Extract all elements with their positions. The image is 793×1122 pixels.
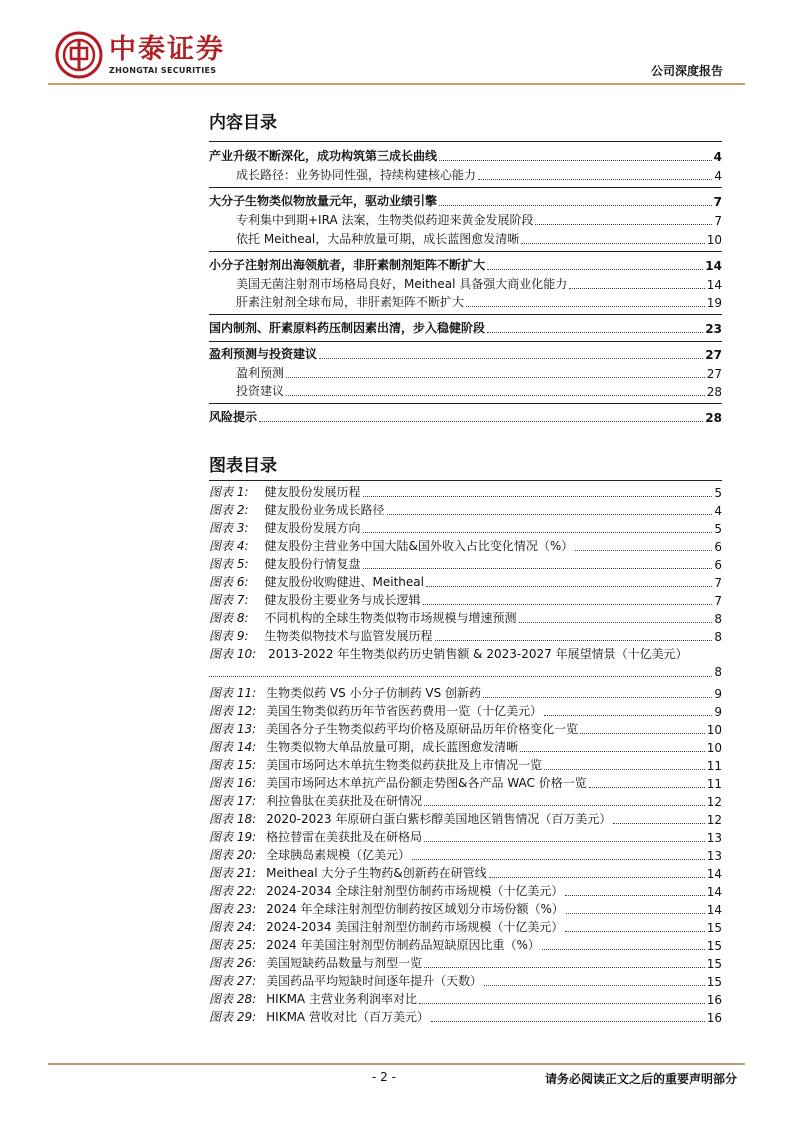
- figure-entry[interactable]: 图表 9: 生物类似物技术与监管发展历程 8: [209, 629, 722, 644]
- page-number: - 2 -: [372, 1070, 396, 1084]
- company-logo: [55, 30, 255, 80]
- figure-entry[interactable]: 图表 11: 生物类似药 VS 小分子仿制药 VS 创新药 9: [209, 686, 722, 701]
- logo-english-name: ZHONGTAI SECURITIES: [109, 65, 217, 75]
- figure-entry[interactable]: 图表 26: 美国短缺药品数量与剂型一览 15: [209, 956, 722, 971]
- toc-entry[interactable]: 产业升级不断深化，成功构筑第三成长曲线 4: [209, 149, 722, 164]
- toc-subentry[interactable]: 专利集中到期+IRA 法案，生物类似药迎来黄金发展阶段 7: [236, 213, 722, 228]
- figure-entry[interactable]: 图表 24: 2024-2034 美国注射剂型仿制药市场规模（十亿美元） 15: [209, 920, 722, 935]
- figure-entry[interactable]: 图表 19: 格拉替雷在美获批及在研格局 13: [209, 830, 722, 845]
- contents-title: 内容目录: [209, 113, 277, 133]
- zhongtai-logo-icon: [55, 31, 103, 79]
- figure-entry[interactable]: 图表 7: 健友股份主要业务与成长逻辑 7: [209, 593, 722, 608]
- toc-group-rule: [209, 251, 722, 252]
- figure-entry[interactable]: 图表 29: HIKMA 营收对比（百万美元） 16: [209, 1010, 722, 1025]
- figure-entry[interactable]: 图表 20: 全球胰岛素规模（亿美元） 13: [209, 848, 722, 863]
- footer-divider: [48, 1063, 745, 1065]
- figure-entry[interactable]: 图表 23: 2024 年全球注射剂型仿制药按区域划分市场份额（%） 14: [209, 902, 722, 917]
- figure-entry[interactable]: 图表 6: 健友股份收购健进、Meitheal 7: [209, 575, 722, 590]
- toc-entry[interactable]: 小分子注射剂出海领航者，非肝素制剂矩阵不断扩大 14: [209, 258, 722, 273]
- toc-subentry[interactable]: 依托 Meitheal，大品种放量可期，成长蓝图愈发清晰 10: [236, 232, 722, 247]
- toc-subentry[interactable]: 盈利预测 27: [236, 366, 722, 381]
- toc-entry[interactable]: 国内制剂、肝素原料药压制因素出清，步入稳健阶段 23: [209, 321, 722, 336]
- figure-entry[interactable]: 图表 15: 美国市场阿达木单抗生物类似药获批及上市情况一览 11: [209, 758, 722, 773]
- toc-subentry[interactable]: 肝素注射剂全球布局，非肝素矩阵不断扩大 19: [236, 295, 722, 310]
- figures-title-rule: [209, 480, 722, 481]
- toc-subentry[interactable]: 成长路径：业务协同性强，持续构建核心能力 4: [236, 168, 722, 183]
- figure-entry[interactable]: 图表 16: 美国市场阿达木单抗产品份额走势图&各产品 WAC 价格一览 11: [209, 776, 722, 791]
- figures-title: 图表目录: [209, 456, 277, 476]
- toc-entry[interactable]: 风险提示 28: [209, 410, 722, 425]
- figure-entry[interactable]: 图表 28: HIKMA 主营业务利润率对比 16: [209, 992, 722, 1007]
- figure-entry[interactable]: 图表 2: 健友股份业务成长路径 4: [209, 503, 722, 518]
- figure-entry[interactable]: 图表 22: 2024-2034 全球注射剂型仿制药市场规模（十亿美元） 14: [209, 884, 722, 899]
- toc-subentry[interactable]: 美国无菌注射剂市场格局良好，Meitheal 具备强大商业化能力 14: [236, 277, 722, 292]
- figure-entry[interactable]: 图表 1: 健友股份发展历程 5: [209, 485, 722, 500]
- figure-entry[interactable]: 图表 21: Meitheal 大分子生物药&创新药在研管线 14: [209, 866, 722, 881]
- disclaimer-note: 请务必阅读正文之后的重要声明部分: [544, 1072, 737, 1086]
- logo-chinese-name: 中泰证券: [109, 33, 225, 65]
- figure-entry[interactable]: 图表 18: 2020-2023 年原研白蛋白紫杉醇美国地区销售情况（百万美元） 12: [209, 812, 722, 827]
- figure-entry[interactable]: 图表 10: 2013-2022 年生物类似药历史销售额 & 2023-2027 年展望情景（十亿美元） 8: [209, 647, 722, 679]
- contents-title-rule: [209, 141, 722, 142]
- figure-entry[interactable]: 图表 17: 利拉鲁肽在美获批及在研情况 12: [209, 794, 722, 809]
- figure-entry[interactable]: 图表 8: 不同机构的全球生物类似物市场规模与增速预测 8: [209, 611, 722, 626]
- page-header: [0, 0, 793, 92]
- figure-entry[interactable]: 图表 13: 美国各分子生物类似药平均价格及原研品历年价格变化一览 10: [209, 722, 722, 737]
- figure-entry[interactable]: 图表 14: 生物类似物大单品放量可期，成长蓝图愈发清晰 10: [209, 740, 722, 755]
- figure-entry[interactable]: 图表 3: 健友股份发展方向 5: [209, 521, 722, 536]
- figure-entry[interactable]: 图表 25: 2024 年美国注射剂型仿制药品短缺原因比重（%） 15: [209, 938, 722, 953]
- figure-entry[interactable]: 图表 4: 健友股份主营业务中国大陆&国外收入占比变化情况（%） 6: [209, 539, 722, 554]
- toc-group-rule: [209, 341, 722, 342]
- report-type-label: 公司深度报告: [650, 64, 723, 78]
- figure-entry[interactable]: 图表 5: 健友股份行情复盘 6: [209, 557, 722, 572]
- figure-entry[interactable]: 图表 12: 美国生物类似药历年节省医药费用一览（十亿美元） 9: [209, 704, 722, 719]
- toc-entry[interactable]: 大分子生物类似物放量元年，驱动业绩引擎 7: [209, 194, 722, 209]
- toc-subentry[interactable]: 投资建议 28: [236, 384, 722, 399]
- header-divider: [48, 83, 745, 85]
- toc-group-rule: [209, 314, 722, 315]
- toc-entry[interactable]: 盈利预测与投资建议 27: [209, 347, 722, 362]
- toc-group-rule: [209, 403, 722, 404]
- toc-group-rule: [209, 187, 722, 188]
- figure-entry[interactable]: 图表 27: 美国药品平均短缺时间逐年提升（天数） 15: [209, 974, 722, 989]
